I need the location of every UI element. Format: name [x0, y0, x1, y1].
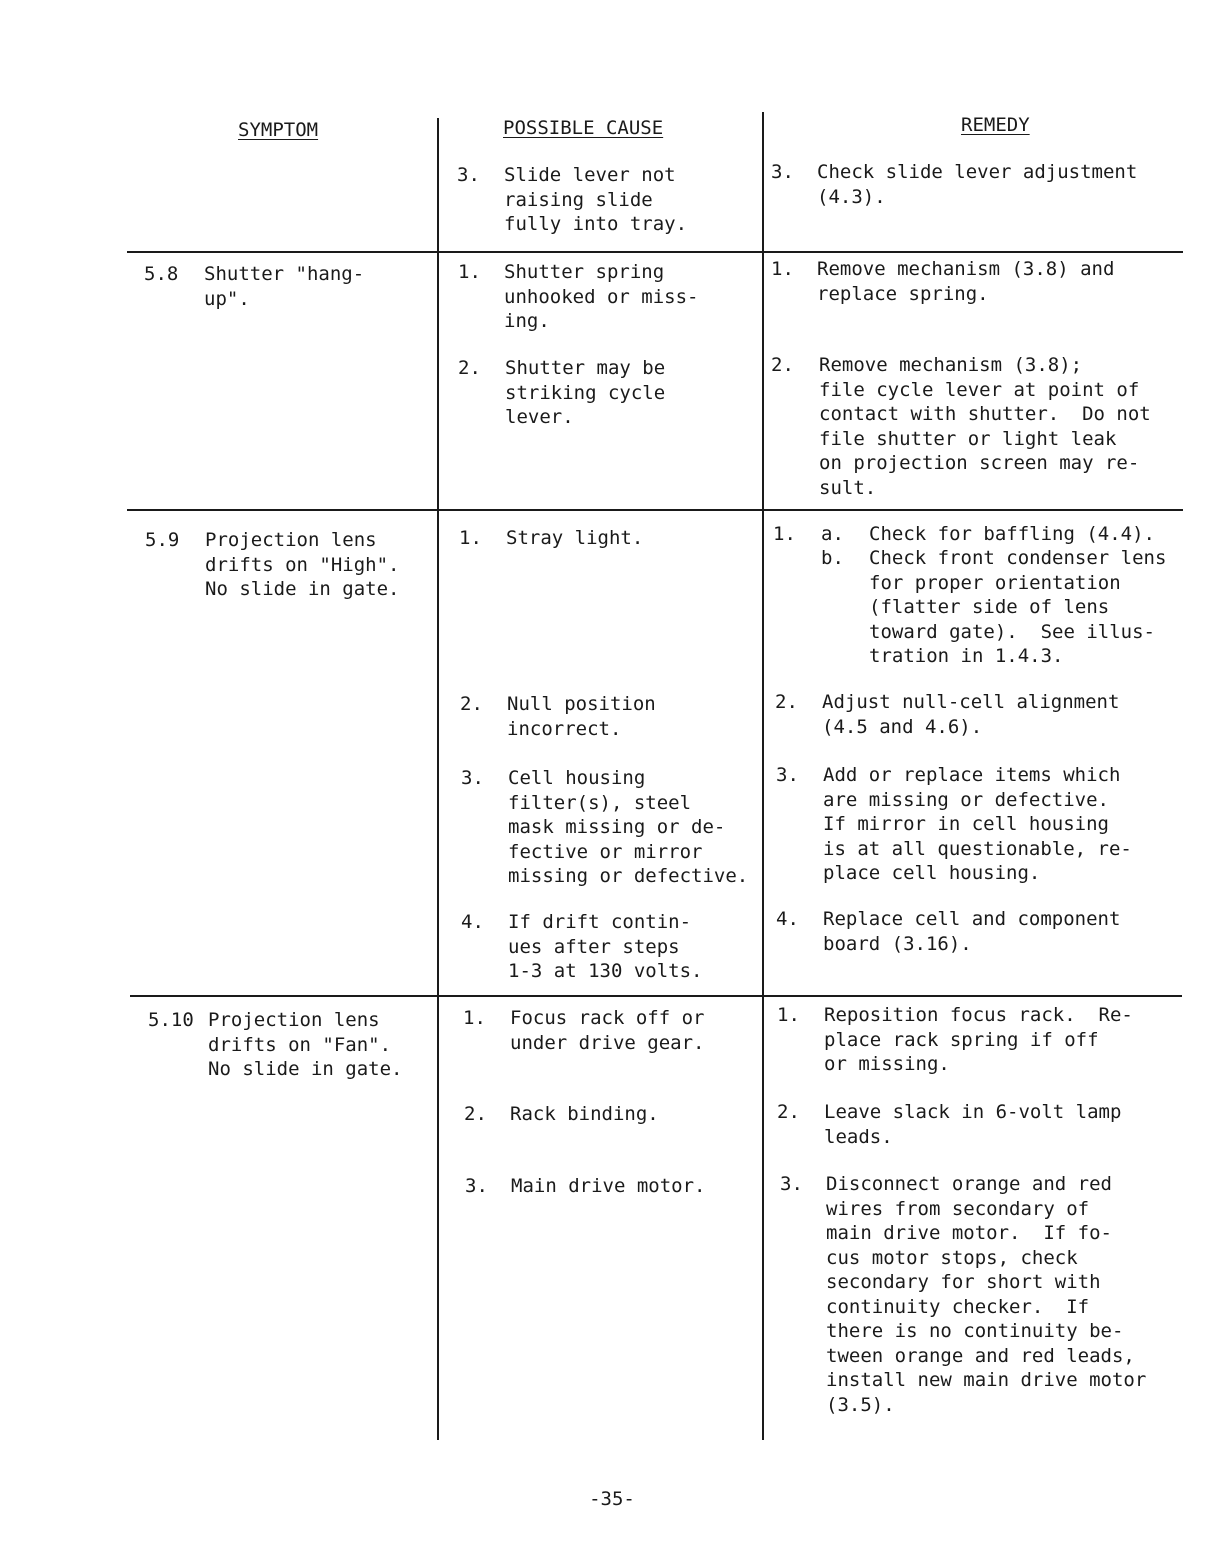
remedy-number: 3. — [771, 161, 794, 183]
remedy-text: Leave slack in 6-volt lamp leads. — [824, 1101, 1122, 1148]
remedy-number: 3. — [776, 764, 799, 786]
cause-number: 4. — [461, 911, 484, 933]
cause-text: Main drive motor. — [511, 1175, 706, 1197]
remedy-subitem-letter: a. — [821, 523, 844, 545]
remedy-text: Reposition focus rack. Re- place rack spring if off or missing. — [824, 1004, 1133, 1075]
remedy-text: Replace cell and component board (3.16). — [823, 908, 1121, 955]
page-number: -35- — [589, 1488, 635, 1510]
remedy-subitem-letter: b. — [821, 547, 844, 569]
possible-cause-header: POSSIBLE CAUSE — [503, 117, 664, 139]
symptom-number-5-8: 5.8 — [144, 263, 179, 285]
remedy-number: 1. — [777, 1004, 800, 1026]
cause-text: Shutter may be striking cycle lever. — [505, 357, 666, 428]
cause-column-divider — [437, 118, 439, 1440]
remedy-text: Add or replace items which are missing or defective. If mirror in cell housing is at all questionable, re- place cell housing. — [823, 764, 1132, 884]
remedy-text: Adjust null-cell alignment (4.5 and 4.6). — [822, 691, 1120, 738]
cause-text: Focus rack off or under drive gear. — [510, 1007, 705, 1054]
symptom-text-5-9: Projection lens drifts on "High". No slide in gate. — [205, 529, 400, 600]
remedy-number: 2. — [771, 354, 794, 376]
remedy-text: Disconnect orange and red wires from secondary of main drive motor. If fo- cus motor stops, check secondary for short with continuity checker. If there is no continuity be- tween orange and red leads, install new main drive motor (3.5). — [826, 1173, 1147, 1416]
remedy-column-divider — [762, 112, 764, 1440]
remedy-text: Check slide lever adjustment (4.3). — [817, 161, 1138, 208]
remedy-number: 2. — [777, 1101, 800, 1123]
symptom-number-5-10: 5.10 — [148, 1009, 194, 1031]
cause-text: Shutter spring unhooked or miss- ing. — [504, 261, 699, 332]
remedy-text: Check for baffling (4.4). — [869, 523, 1155, 545]
symptom-text-5-10: Projection lens drifts on "Fan". No slide in gate. — [208, 1009, 403, 1080]
remedy-number: 2. — [775, 691, 798, 713]
row-separator-5-9 — [127, 509, 1183, 511]
remedy-number: 3. — [780, 1173, 803, 1195]
cause-text: Slide lever not raising slide fully into tray. — [504, 164, 688, 235]
cause-text: Rack binding. — [510, 1103, 659, 1125]
cause-number: 1. — [459, 527, 482, 549]
cause-text: Null position incorrect. — [507, 693, 656, 740]
cause-number: 3. — [461, 767, 484, 789]
cause-number: 3. — [457, 164, 480, 186]
symptom-header: SYMPTOM — [238, 119, 319, 141]
remedy-header: REMEDY — [961, 114, 1030, 136]
cause-number: 3. — [465, 1175, 488, 1197]
remedy-text: Remove mechanism (3.8) and replace spring. — [817, 258, 1115, 305]
remedy-number: 1. — [773, 523, 796, 545]
cause-text: Stray light. — [506, 527, 644, 549]
symptom-number-5-9: 5.9 — [145, 529, 180, 551]
remedy-number: 1. — [771, 258, 794, 280]
remedy-number: 4. — [776, 908, 799, 930]
cause-text: Cell housing filter(s), steel mask missing or de- fective or mirror missing or defective. — [508, 767, 749, 887]
cause-text: If drift contin- ues after steps 1-3 at 130 volts. — [508, 911, 703, 982]
cause-number: 2. — [464, 1103, 487, 1125]
symptom-text-5-8: Shutter "hang- up". — [204, 263, 365, 310]
remedy-text: Remove mechanism (3.8); file cycle lever at point of contact with shutter. Do not file shutter or light leak on projection screen may re- sult. — [819, 354, 1151, 499]
remedy-text: Check front condenser lens for proper orientation (flatter side of lens toward gate). See illus- tration in 1.4.3. — [869, 547, 1167, 667]
row-separator-5-10 — [130, 995, 1182, 997]
cause-number: 1. — [463, 1007, 486, 1029]
cause-number: 2. — [458, 357, 481, 379]
cause-number: 1. — [458, 261, 481, 283]
cause-number: 2. — [460, 693, 483, 715]
row-separator-5-8 — [127, 251, 1183, 253]
